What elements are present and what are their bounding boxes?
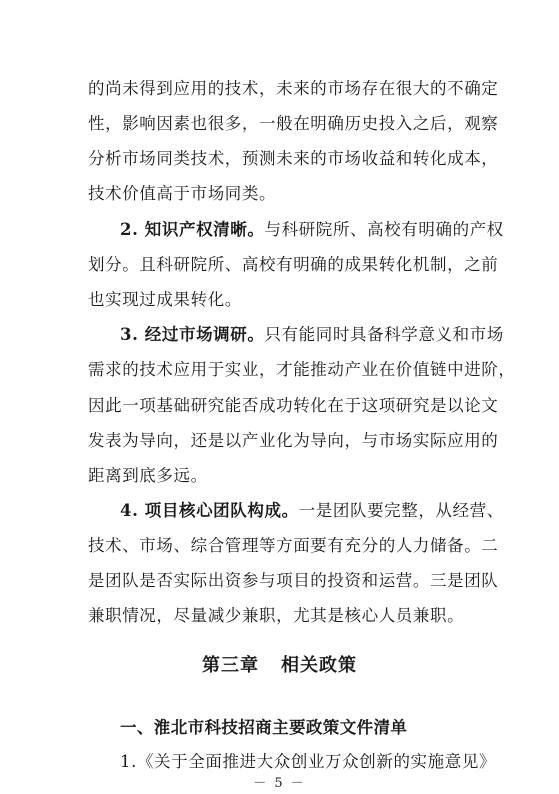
paragraph-line: 发表为导向，还是以产业化为导向，与市场实际应用的 [88,431,499,450]
paragraph-line: 技术、市场、综合管理等方面要有充分的人力储备。二 [88,536,499,555]
chapter-number: 第三章 [202,655,259,676]
paragraph-line: 兼职情况，尽量减少兼职，尤其是核心人员兼职。 [88,606,465,625]
section-heading: 一、淮北市科技招商主要政策文件清单 [120,718,408,737]
paragraph-line: 是团队是否实际出资参与项目的投资和运营。三是团队 [88,571,499,590]
paragraph-line: 只有能同时具备科学意义和市场 [264,325,504,344]
paragraph-line: 一是团队要完整，从经营、 [298,501,504,520]
paragraph-line: 距离到底多远。 [88,466,208,485]
paragraph-line: 性，影响因素也很多，一般在明确历史投入之后，观察 [88,114,499,133]
chapter-heading [0,655,559,677]
item-4-first-line [120,501,504,521]
paragraph-line: 需求的技术应用于实业，才能推动产业在价值链中进阶， [88,360,516,379]
page-number: － 5 － [253,776,306,791]
paragraph-line: 划分。且科研院所、高校有明确的成果转化机制，之前 [88,255,499,274]
chapter-title: 相关政策 [281,655,357,676]
item-2-heading: 2. 知识产权清晰。 [120,220,265,239]
item-3-heading: 3. 经过市场调研。 [120,325,265,344]
paragraph-line: 分析市场同类技术，预测未来的市场收益和转化成本， [88,149,499,168]
paragraph-line: 因此一项基础研究能否成功转化在于这项研究是以论文 [88,396,499,415]
item-3-first-line [120,325,504,345]
paragraph-line: 的尚未得到应用的技术，未来的市场存在很大的不确定 [88,79,499,98]
item-2-first-line [120,220,504,240]
paragraph-line: 与科研院所、高校有明确的产权 [264,220,504,239]
paragraph-line: 也实现过成果转化。 [88,290,242,309]
paragraph-line: 技术价值高于市场同类。 [88,184,277,203]
policy-list-item: 1.《关于全面推进大众创业万众创新的实施意见》 [120,752,497,771]
item-4-heading: 4. 项目核心团队构成。 [120,501,299,520]
